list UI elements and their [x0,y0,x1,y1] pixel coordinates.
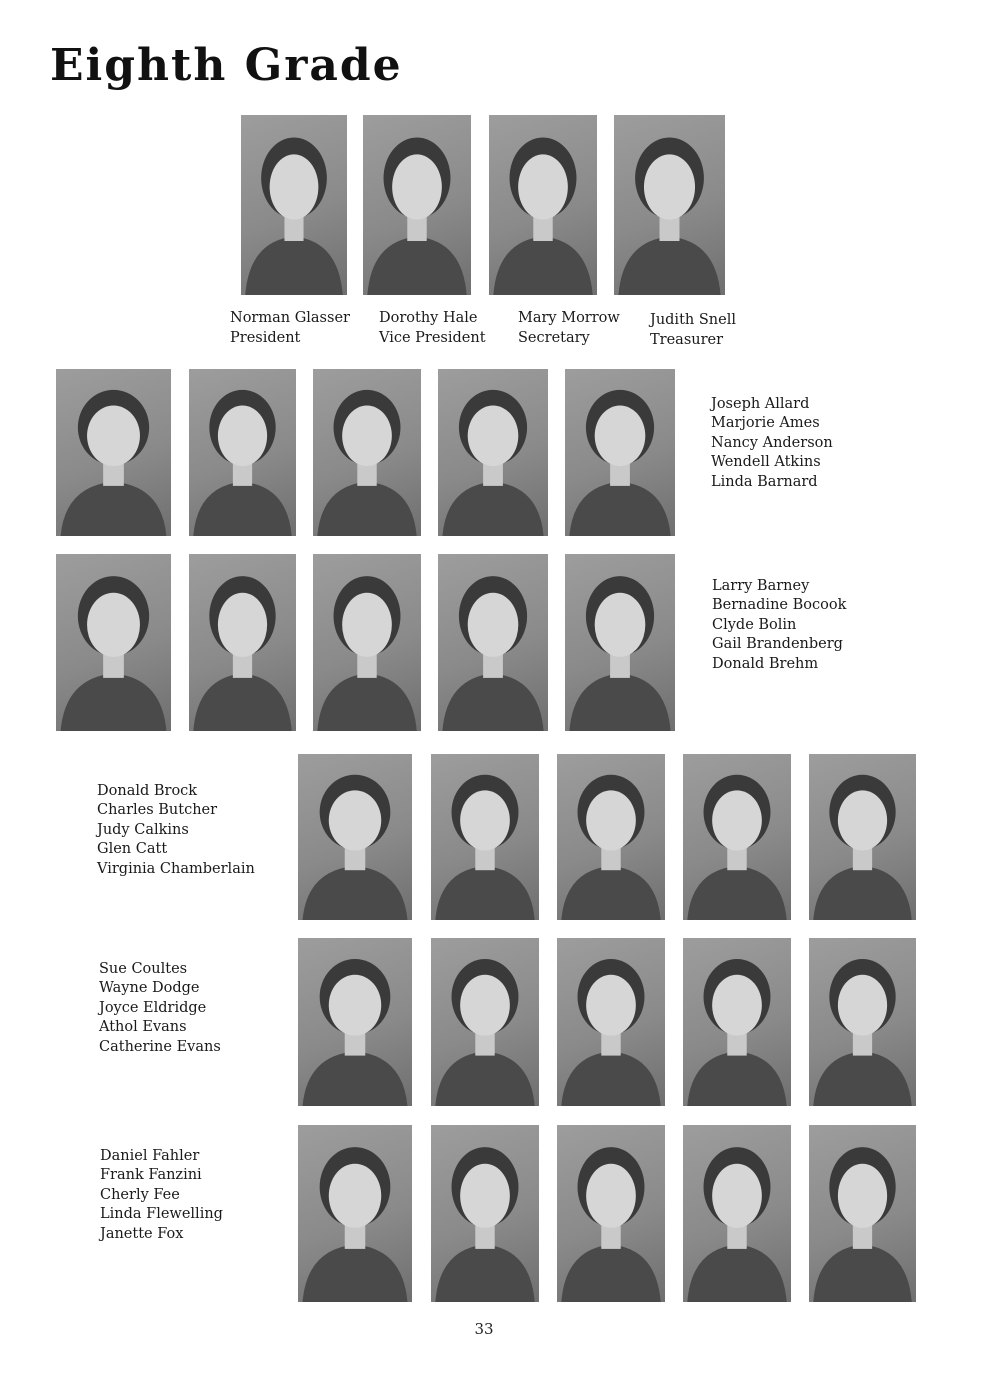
portrait-silhouette [565,554,675,731]
student-name: Nancy Anderson [711,434,833,451]
face-shape [460,1164,510,1228]
face-shape [342,406,392,467]
student-photo [431,754,539,920]
officer-name: Dorothy Hale [379,310,478,326]
student-name: Larry Barney [712,578,810,594]
student-photo [298,754,412,920]
shoulders-shape [193,673,291,731]
student-photo [189,369,296,536]
face-shape [460,790,510,850]
officer-photo-2 [363,115,471,295]
page-title: Eighth Grade [50,40,403,91]
student-name: Charles Butcher [97,802,218,819]
portrait-silhouette [241,115,347,295]
row-5-names [100,1147,223,1244]
face-shape [468,593,519,657]
student-name: Frank Fanzini [100,1167,202,1184]
student-photo [438,369,548,536]
shoulders-shape [687,1244,786,1302]
shoulders-shape [303,1244,408,1302]
face-shape [87,593,140,657]
face-shape [329,1164,381,1228]
face-shape [644,154,695,219]
officer-role: President [230,329,301,346]
portrait-silhouette [431,938,539,1106]
portrait-silhouette [189,369,296,536]
portrait-silhouette [431,754,539,920]
student-photo [557,938,665,1106]
officer-photo-1 [241,115,347,295]
student-name: Clyde Bolin [712,616,797,633]
row-2-names [712,577,846,674]
shoulders-shape [687,866,786,920]
face-shape [460,975,510,1036]
student-photo [438,554,548,731]
student-name: Cherly Fee [100,1186,180,1203]
student-name: Joyce Eldridge [99,999,207,1016]
shoulders-shape [317,673,416,731]
student-photo [565,369,675,536]
portrait-silhouette [431,1125,539,1302]
portrait-silhouette [557,754,665,920]
student-name: Catherine Evans [99,1038,221,1055]
officer-name: Judith Snell [650,312,736,328]
student-name: Daniel Fahler [100,1148,200,1164]
portrait-silhouette [809,1125,916,1302]
officer-caption-1 [230,309,350,348]
face-shape [218,406,267,467]
shoulders-shape [61,482,167,536]
portrait-silhouette [438,554,548,731]
portrait-silhouette [683,1125,791,1302]
portrait-silhouette [313,369,421,536]
portrait-silhouette [438,369,548,536]
face-shape [329,790,381,850]
student-name: Athol Evans [99,1019,187,1036]
face-shape [329,975,381,1036]
student-photo [683,938,791,1106]
student-photo [313,554,421,731]
shoulders-shape [193,482,291,536]
portrait-silhouette [56,369,171,536]
face-shape [595,406,646,467]
student-photo [313,369,421,536]
shoulders-shape [317,482,416,536]
shoulders-shape [435,1244,534,1302]
shoulders-shape [561,1244,660,1302]
portrait-silhouette [683,754,791,920]
face-shape [518,154,568,219]
face-shape [270,154,319,219]
portrait-silhouette [56,554,171,731]
shoulders-shape [245,237,343,296]
officer-role: Vice President [379,329,486,346]
student-name: Janette Fox [100,1225,184,1242]
face-shape [712,790,762,850]
student-name: Sue Coultes [99,961,188,977]
shoulders-shape [442,673,543,731]
shoulders-shape [435,1051,534,1106]
shoulders-shape [813,866,911,920]
officer-caption-4 [650,311,736,350]
shoulders-shape [618,237,720,296]
shoulders-shape [435,866,534,920]
shoulders-shape [813,1244,911,1302]
portrait-silhouette [614,115,725,295]
portrait-silhouette [809,754,916,920]
shoulders-shape [687,1051,786,1106]
student-name: Joseph Allard [711,396,810,412]
student-name: Donald Brock [97,783,198,799]
student-photo [683,1125,791,1302]
student-photo [56,369,171,536]
student-photo [809,938,916,1106]
student-name: Wayne Dodge [99,980,200,997]
officer-photo-3 [489,115,597,295]
student-name: Wendell Atkins [711,454,821,471]
portrait-silhouette [489,115,597,295]
officer-role: Treasurer [650,331,724,348]
face-shape [838,790,887,850]
student-photo [298,938,412,1106]
officer-name: Norman Glasser [230,310,350,326]
face-shape [712,1164,762,1228]
portrait-silhouette [298,754,412,920]
portrait-silhouette [189,554,296,731]
officer-photo-4 [614,115,725,295]
page-number: 33 [474,1320,494,1338]
student-photo [809,754,916,920]
shoulders-shape [303,866,408,920]
portrait-silhouette [683,938,791,1106]
student-photo [431,938,539,1106]
officer-role: Secretary [518,329,590,346]
student-name: Marjorie Ames [711,415,820,432]
student-name: Linda Flewelling [100,1206,223,1223]
student-photo [557,1125,665,1302]
student-photo [431,1125,539,1302]
student-name: Linda Barnard [711,473,818,490]
officer-name: Mary Morrow [518,310,620,326]
face-shape [586,790,636,850]
student-photo [809,1125,916,1302]
officer-caption-2 [379,309,486,348]
student-name: Virginia Chamberlain [97,860,255,877]
student-name: Glen Catt [97,841,168,858]
face-shape [87,406,140,467]
face-shape [218,593,267,657]
portrait-silhouette [363,115,471,295]
officer-caption-3 [518,309,620,348]
row-1-names [711,395,833,492]
shoulders-shape [442,482,543,536]
face-shape [838,1164,887,1228]
student-photo [189,554,296,731]
student-name: Judy Calkins [97,821,189,838]
portrait-silhouette [313,554,421,731]
face-shape [586,975,636,1036]
shoulders-shape [493,237,592,296]
shoulders-shape [561,1051,660,1106]
student-photo [565,554,675,731]
student-name: Bernadine Bocook [712,597,847,614]
student-name: Donald Brehm [712,655,819,672]
shoulders-shape [367,237,466,296]
shoulders-shape [569,482,670,536]
face-shape [838,975,887,1036]
student-photo [298,1125,412,1302]
face-shape [712,975,762,1036]
face-shape [595,593,646,657]
student-photo [683,754,791,920]
portrait-silhouette [809,938,916,1106]
portrait-silhouette [557,1125,665,1302]
face-shape [342,593,392,657]
student-photo [557,754,665,920]
face-shape [392,154,442,219]
portrait-silhouette [565,369,675,536]
row-4-names [99,960,221,1057]
face-shape [468,406,519,467]
student-name: Gail Brandenberg [712,636,843,653]
face-shape [586,1164,636,1228]
portrait-silhouette [557,938,665,1106]
portrait-silhouette [298,1125,412,1302]
portrait-silhouette [298,938,412,1106]
student-photo [56,554,171,731]
shoulders-shape [561,866,660,920]
shoulders-shape [303,1051,408,1106]
shoulders-shape [813,1051,911,1106]
shoulders-shape [61,673,167,731]
shoulders-shape [569,673,670,731]
row-3-names [97,782,255,879]
